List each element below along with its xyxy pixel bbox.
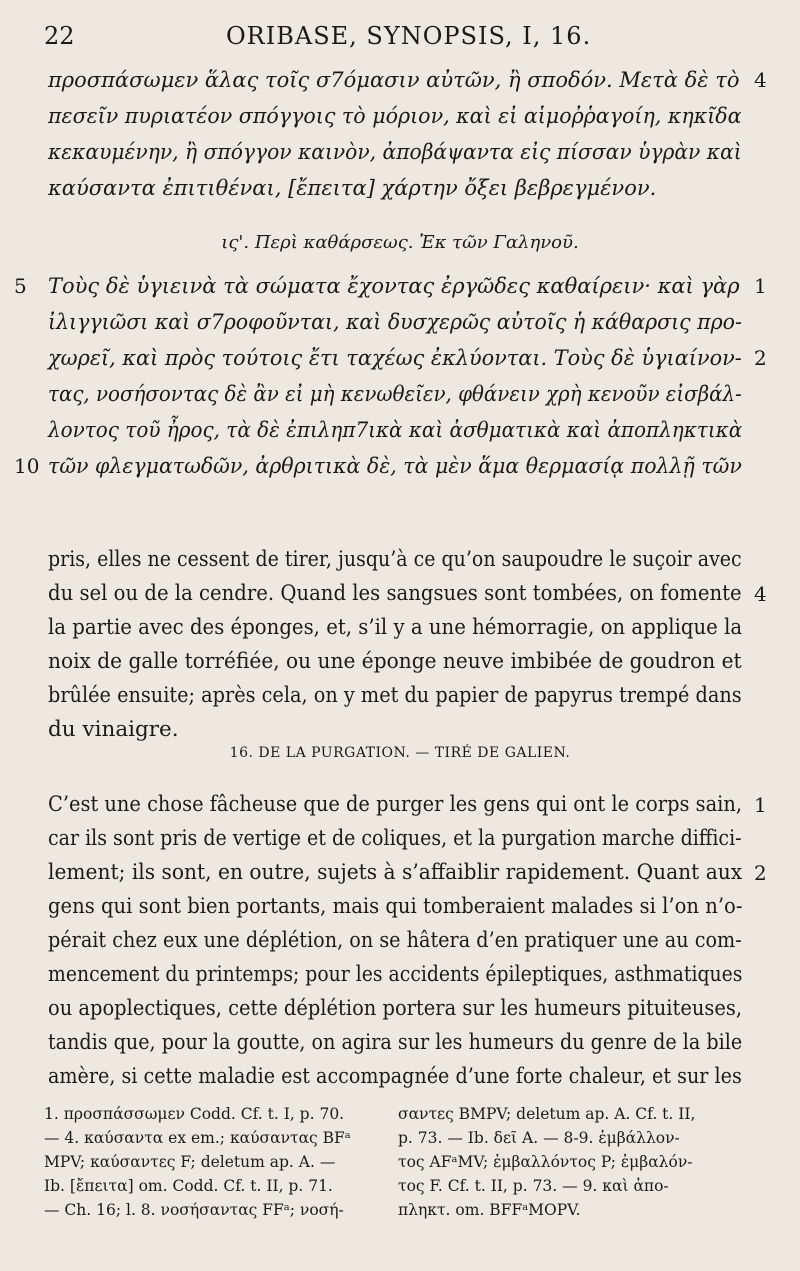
text-line: gens qui sont bien portants, mais qui tomberaient malades si l’on n’o-	[48, 894, 743, 919]
text-line: προσπάσωμεν ἅλας τοῖς σ7όμασιν αὐτῶν, ἢ σποδόν. Μετὰ δὲ τὸ 4	[48, 62, 742, 98]
french-section-heading: 16. DE LA PURGATION. — TIRÉ DE GALIEN.	[229, 745, 571, 761]
footnote-line: σαντες BMPV; deletum ap. A. Cf. t. II,	[398, 1105, 696, 1123]
footnote-line: — 4. καύσαντα ex em.; καύσαντας BFᵃ	[44, 1129, 351, 1147]
text-line: tandis que, pour la goutte, on agira sur les humeurs du genre de la bile	[48, 1030, 743, 1055]
text-line: amère, si cette maladie est accompagnée d’une forte chaleur, et sur les	[48, 1064, 742, 1089]
footnote-line: p. 73. — Ib. δεῖ A. — 8-9. ἐμβάλλον-	[398, 1129, 680, 1147]
margin-marker: 4	[754, 68, 767, 92]
page-number: 22	[44, 22, 75, 50]
footnotes-right-column	[398, 1102, 754, 1222]
text-line: noix de galle torréfiée, ou une éponge neuve imbibée de goudron et	[48, 649, 742, 674]
text-line: κεκαυμένην, ἢ σπόγγον καινὸν, ἀποβάψαντα εἰς πίσσαν ὑγρὰν καὶ	[48, 140, 742, 164]
text-line: pérait chez eux une déplétion, on se hâtera d’en pratiquer une au com-	[48, 928, 742, 953]
text-line: lement; ils sont, en outre, sujets à s’affaiblir rapidement. Quant aux 2	[48, 856, 742, 890]
text-line: pris, elles ne cessent de tirer, jusqu’à ce qu’on saupoudre le suçoir avec	[48, 547, 742, 572]
greek-section-text	[14, 268, 767, 484]
footnotes-left-column	[44, 1102, 384, 1222]
line-number: 10	[14, 454, 40, 478]
text-line: χωρεῖ, καὶ πρὸς τούτοις ἔτι ταχέως ἐκλύονται. Τοὺς δὲ ὑγιαίνον- 2	[48, 340, 742, 376]
text-line: car ils sont pris de vertige et de coliques, et la purgation marche diffici-	[48, 826, 742, 851]
text-line: brûlée ensuite; après cela, on y met du papier de papyrus trempé dans	[48, 683, 742, 708]
text-line: πεσεῖν πυριατέον σπόγγοις τὸ μόριον, καὶ εἰ αἱμοῤῥαγοίη, κηκῖδα	[48, 104, 742, 128]
margin-marker: 1	[754, 274, 767, 298]
margin-marker: 2	[754, 346, 767, 370]
text-line: mencement du printemps; pour les accidents épileptiques, asthmatiques	[48, 962, 743, 987]
french-section-text	[48, 788, 767, 1094]
page-header	[0, 22, 800, 52]
margin-marker: 4	[754, 582, 767, 606]
text-line: τας, νοσήσοντας δὲ ἂν εἰ μὴ κενωθεῖεν, φθάνειν χρὴ κενοῦν εἰσβάλ-	[48, 382, 742, 406]
footnote-line: πληκτ. om. BFFᵃMOPV.	[398, 1201, 581, 1219]
margin-marker: 2	[754, 861, 767, 885]
french-continuation	[48, 543, 767, 747]
text-line: du vinaigre.	[48, 717, 179, 742]
footnote-line: MPV; καύσαντες F; deletum ap. A. —	[44, 1153, 336, 1171]
footnote-line: τος F. Cf. t. II, p. 73. — 9. καὶ ἀπο-	[398, 1177, 669, 1195]
footnote-line: Ib. [ἔπειτα] om. Codd. Cf. t. II, p. 71.	[44, 1177, 333, 1195]
greek-continuation	[48, 62, 767, 206]
running-title: ORIBASE, SYNOPSIS, I, 16.	[226, 22, 592, 50]
text-line: 5 Τοὺς δὲ ὑγιεινὰ τὰ σώματα ἔχοντας ἐργῶδες καθαίρειν· καὶ γὰρ 1	[48, 268, 742, 304]
footnote-line: — Ch. 16; l. 8. νοσήσαντας FFᵃ; νοσή-	[44, 1201, 344, 1219]
text-line: λοντος τοῦ ἦρος, τὰ δὲ ἐπιληπ7ικὰ καὶ ἀσθματικὰ καὶ ἀποπληκτικὰ	[48, 418, 743, 442]
text-line: ou apoplectiques, cette déplétion portera sur les humeurs pituiteuses,	[48, 996, 743, 1021]
margin-marker: 1	[754, 793, 767, 817]
footnote-line: 1. προσπάσσωμεν Codd. Cf. t. I, p. 70.	[44, 1105, 345, 1123]
greek-section-heading: ις'. Περὶ καθάρσεως. Ἐκ τῶν Γαληνοῦ.	[221, 232, 579, 253]
text-line: C’est une chose fâcheuse que de purger les gens qui ont le corps sain, 1	[48, 788, 742, 822]
text-line: la partie avec des éponges, et, s’il y a une hémorragie, on applique la	[48, 615, 743, 640]
text-line: καύσαντα ἐπιτιθέναι, [ἔπειτα] χάρτην ὄξει βεβρεγμένον.	[48, 176, 657, 200]
footnote-line: τος AFᵃMV; ἐμβαλλόντος P; ἐμβαλόν-	[398, 1153, 693, 1171]
text-line: 10 τῶν φλεγματωδῶν, ἀρθριτικὰ δὲ, τὰ μὲν ἅμα θερμασίᾳ πολλῇ τῶν	[48, 448, 742, 484]
text-line: ἰλιγγιῶσι καὶ σ7ροφοῦνται, καὶ δυσχερῶς αὐτοῖς ἡ κάθαρσις προ-	[48, 310, 742, 334]
line-number: 5	[14, 274, 27, 298]
text-line: du sel ou de la cendre. Quand les sangsues sont tombées, on fomente 4	[48, 577, 742, 611]
